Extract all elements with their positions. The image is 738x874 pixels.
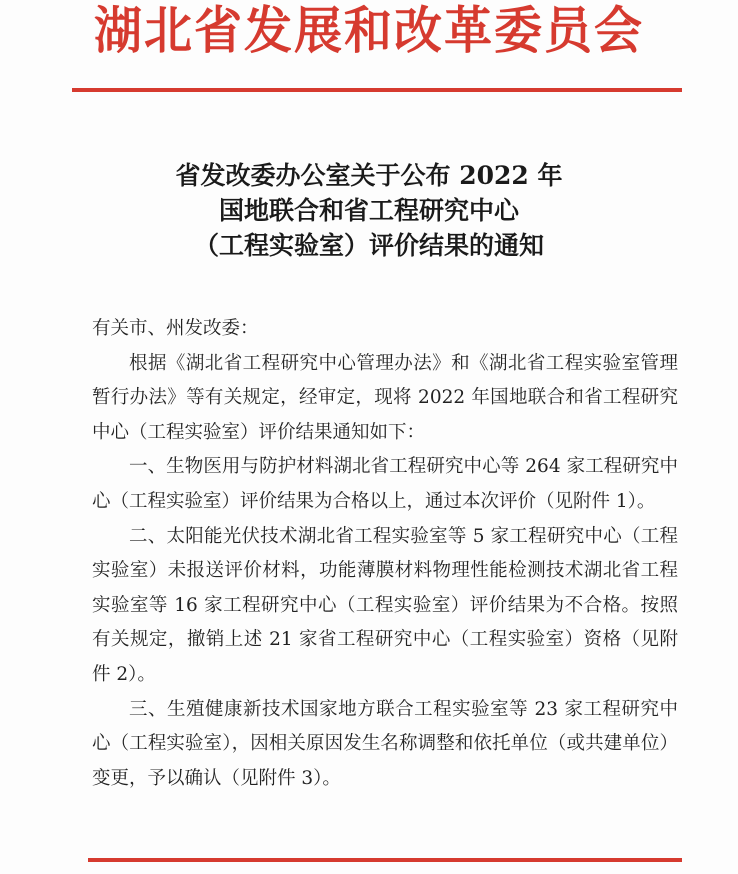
document-body <box>92 312 678 796</box>
body-paragraph-2: 一、生物医用与防护材料湖北省工程研究中心等 264 家工程研究中心（工程实验室）评价结果为合格以上，通过本次评价（见附件 1）。 <box>92 456 678 512</box>
footer-red-rule <box>88 858 682 862</box>
title-line-3: （工程实验室）评价结果的通知 <box>193 231 544 260</box>
body-paragraph-4: 三、生殖健康新技术国家地方联合工程实验室等 23 家工程研究中心（工程实验室），因相关原因发生名称调整和依托单位（或共建单位）变更，予以确认（见附件 3）。 <box>92 698 678 789</box>
title-line-1: 省发改委办公室关于公布 2022 年 <box>175 161 563 190</box>
letterhead <box>0 0 738 60</box>
body-paragraph-3: 二、太阳能光伏技术湖北省工程实验室等 5 家工程研究中心（工程实验室）未报送评价材料，功能薄膜材料物理性能检测技术湖北省工程实验室等 16 家工程研究中心（工程实验室）评价结果为不合格。按照有关规定，撤销上述 21 家省工程研究中心（工程实验室）资格（见附件 2）。 <box>92 525 678 685</box>
organization-name: 湖北省发展和改革委员会 <box>93 1 644 61</box>
body-paragraph-1: 根据《湖北省工程研究中心管理办法》和《湖北省工程实验室管理暂行办法》等有关规定，经审定，现将 2022 年国地联合和省工程研究中心（工程实验室）评价结果通知如下： <box>92 352 678 443</box>
title-line-2: 国地联合和省工程研究中心 <box>218 196 519 225</box>
letterhead-red-rule <box>72 88 682 92</box>
salutation: 有关市、州发改委： <box>92 318 259 339</box>
document-title <box>0 158 738 263</box>
